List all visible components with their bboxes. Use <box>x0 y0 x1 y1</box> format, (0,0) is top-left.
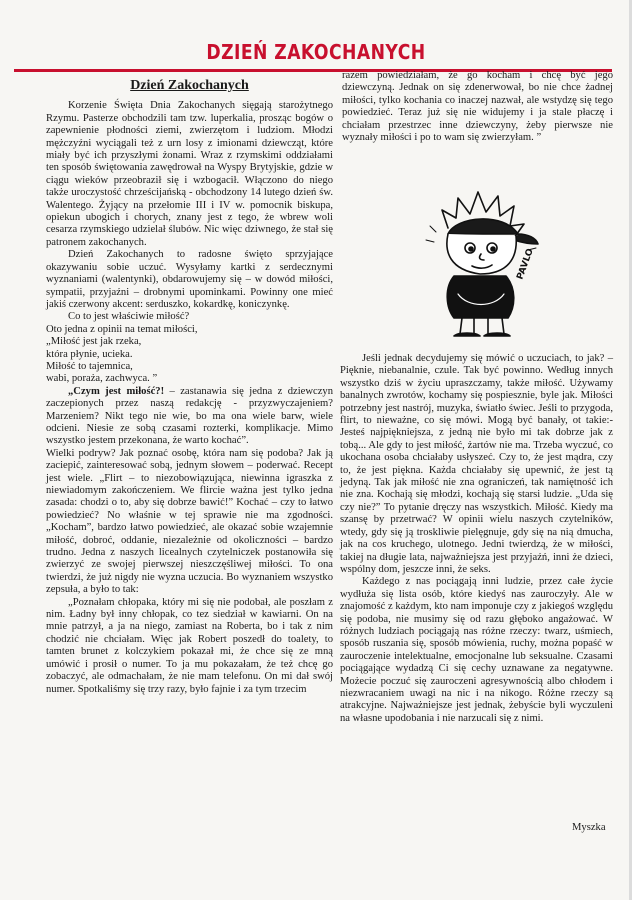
article-title: Dzień Zakochanych <box>130 78 249 93</box>
quote-line: która płynie, ucieka. <box>46 348 133 360</box>
masthead-title: DZIEŃ ZAKOCHANYCH <box>206 40 426 64</box>
paragraph-origins: Korzenie Święta Dnia Zakochanych sięgają starożytnego Rzymu. Pasterze obchodzili tam tzw. luperkalia, prosząc bogów o zapewnienie płodności ziemi, zwierzętom i ludziom. Młodzi mężczyźni wyciągali też z urn losy z imionami dziewcząt, które miały być ich przyszłymi żonami. Wraz z rzymskimi oddziałami ten sposób świętowania zawędrował na Wyspy Brytyjskie, gdzie w ciągu wieków przeobraził się i wzbogacił. Włączono do niego także uroczystość chrześcijańską - obchodzony 14 lutego dzień św. Walentego. Żyjący na przełomie III i IV w. pomocnik biskupa, opiekun ubogich i chorych, znany jest z tego, że wbrew woli cesarza rzymskiego udzielał ślubów. Nic więc dziwnego, że stał się patronem zakochanych. <box>46 100 333 248</box>
illustration-signature: PAVLO <box>515 247 536 282</box>
paragraph-interview <box>46 386 333 448</box>
interview-question: „Czym jest miłość?! <box>68 385 165 397</box>
paragraph-attraction: Każdego z nas pociągają inni ludzie, przez całe życie wydłuża się lista osób, które kiedyś nas zauroczyły. Ale w znajomość z każdym, kto nam imponuje czy z jakiegoś względu się podoba, nie musimy się od razu głęboko angażować. W różnych ludziach pociągają nas różne rzeczy: twarz, uśmiech, sposób ruszania się, sposób mówienia, ruchy, można popaść w zauroczenie intelektualne, emocjonalne lub seksualne. Czasami pociągające wydadzą Ci się cechy uznawane za negatywne. Możecie poczuć się zauroczeni agresywnością albo chłodem i niezwracaniem uwagi na nic i na nikogo. Różne rzeczy są atrakcyjne. Najważniejsze jest jednak, żebyście byli wyczuleni na własne upodobania i nie narzucali się z nimi. <box>340 576 613 724</box>
quote-line: wabi, poraża, zachwyca. ” <box>46 373 158 385</box>
paragraph-story-continued: razem powiedziałam, że go kocham i chcę być jego dziewczyną. Jednak on się zdenerwował, bo nie chce żadnej miłości, tylko kochania co inaczej nazwał, ale wstydzę się tego powiedzieć. Teraz już się nie widujemy i ja stale płaczę i chciałam przestrzec inne dziewczyny, żeby pierwsze nie wyznały miłości i po to wam się zwierzyłam. ” <box>342 70 613 144</box>
paragraph-flirt: Wielki podryw? Jak poznać osobę, która nam się podoba? Jak ją zaciepić, zainteresować sobą, jednym słowem – poderwać. Recept jest wiele. „Flirt – to niezobowiązująca, niewinna igraszka z niewiadomym zakończeniem. We flircie ważna jest tylko jedna zasada: chodzi o to, aby się dobrze bawić!” Kochać – czy to łatwo powiedzieć? No właśnie w tej sprawie nie ma zgodności. „Kocham”, bardzo łatwo powiedzieć, ale okazać sobie wzajemnie miłość, dobroć, oddanie, niezależnie od okoliczności – bardzo trudno. Jedna z naszych licealnych czytelniczek postanowiła się zwierzyć ze swojej pierwszej nieszczęśliwej miłości. To ona twierdzi, że już nigdy nie wyzna uczucia. Bo wyznaniem wszystko zepsuła, a było to tak: <box>46 447 333 596</box>
author-signature: Myszka <box>572 822 606 833</box>
interview-answer: – zastanawia się jedna z dziewczyn zaczepionych przez naszą redakcję - przyzwyczajeniem? Marzeniem? Nikt tego nie wie, bo ma ona wiele barw, wiele odcieni. Niesie ze sobą czasami rozterki, komplikacje. Mimo wszystko jestem przekonana, że warto kochać”. <box>46 385 334 447</box>
masthead <box>0 36 632 72</box>
right-column-bottom <box>340 353 613 725</box>
paragraph-celebration: Dzień Zakochanych to radosne święto sprzyjające okazywaniu sobie uczuć. Wysyłamy kartki z serdecznymi wyznaniami (walentynki), obdarowujemy się – w dowód miłości, sympatii, przyjaźni – drobnymi upominkami. Powinny one mieć jakiś czerwony akcent: serduszko, kokardkę, koniczynkę. <box>46 249 333 310</box>
right-column-top <box>342 70 613 144</box>
paragraph-expressing-feelings: Jeśli jednak decydujemy się mówić o uczuciach, to jak? – Pięknie, niebanalnie, czule. Tak być powinno. Według innych wszystko dziś w życiu upraszczamy, także miłość. Używamy banalnych zwrotów, kochamy się pospiesznie, byle jak. Miłości potrzebny jest nastrój, muzyka, światło świec. Jeśli to przygoda, flirt, to nieważne, co się mówi. Mogą być banały, ot takie:- Jesteś najpiękniejsza, z jedną nie było mi tak dobrze jak z tobą... Ale gdy to jest miłość, żartów nie ma. Trzeba wyczuć, co ukochana osoba chciałaby usłyszeć. Czy to, że jest mądra, czy to, że jest piękna. Każda chciałaby się upewnić, że jest tą jedyną. Tak jak miłość nie zna ograniczeń, tak namiętność ich nie zna. Kochają się młodzi, kochają się starsi ludzie. „Uda się czy nie?” To pytanie dręczy nas wszystkich. Miłość. Kiedy ma szansę by przetrwać? W opinii wielu naszych czytelników, wtedy, gdy się ją troskliwie pielęgnuje, gdy się na nią dmucha, jak na cos kruchego, ulotnego. Jedni twierdzą, że w miłości, takiej na długie lata, najważniejsza jest przyjaźń, inni że dzieci, wspólny dom, jeszcze inni, że seks. <box>340 353 613 575</box>
cartoon-illustration <box>418 176 548 344</box>
left-column <box>46 78 333 696</box>
quote-intro: Oto jedna z opinii na temat miłości, <box>46 323 198 335</box>
paragraph-question: Co to jest właściwie miłość? <box>68 311 190 323</box>
paragraph-story: „Poznałam chłopaka, który mi się nie podobał, ale poszłam z nim. Ładny był inny chłopak, co tez siedział w kawiarni. On na mnie patrzył, a ja na niego, zamiast na Roberta, bo i tak z nim chodzić nie chciałam. Więc jak Robert poszedł do toalety, to tamten brunet z kolczykiem pokazał mi, że chce się ze mną umówić i prosił o numer. To ja mu pokazałam, że też chcę go zobaczyć, ale odmachałam, że nie mam telefonu. On mi dał swój numer. Spotkaliśmy się trzy razy, było fajnie i za tym trzecim <box>46 596 333 695</box>
quote-line: „Miłość jest jak rzeka, <box>46 336 142 348</box>
quote-line: Miłość to tajemnica, <box>46 360 133 372</box>
